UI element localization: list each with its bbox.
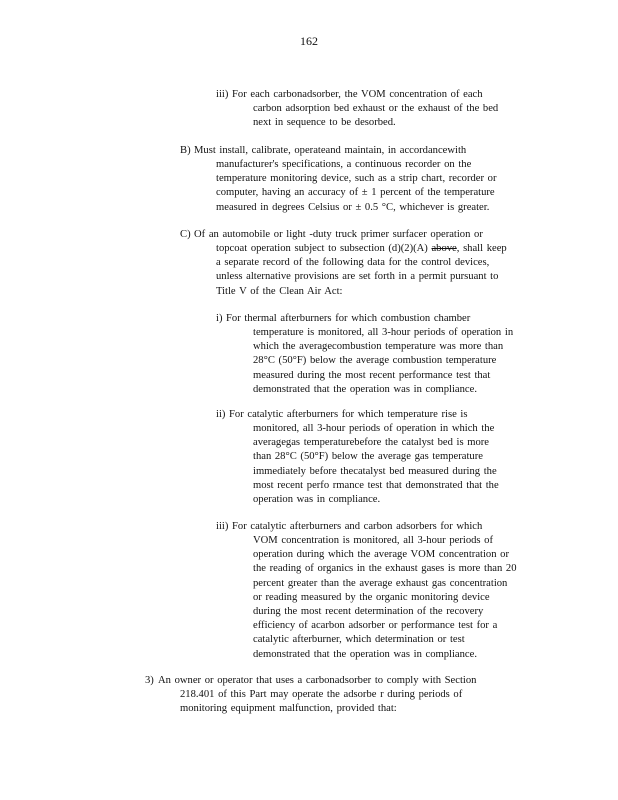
- text-line: Title V of the Clean Air Act:: [216, 285, 343, 297]
- text-line: manufacturer's specifications, a continuous recorder on the: [216, 159, 472, 170]
- paragraph-text: [216, 242, 530, 299]
- list-marker: B): [180, 145, 191, 156]
- text-line: VOM concentration is monitored, all 3-hour periods of: [253, 535, 494, 546]
- paragraph-text: [232, 88, 520, 102]
- paragraph-text: [253, 326, 542, 397]
- text-line: temperature is monitored, all 3-hour periods of operation in: [253, 327, 514, 338]
- text-line: unless alternative provisions are set forth in a permit pursuant to: [216, 271, 499, 283]
- text-line: a separate record of the following data for the control devices,: [216, 257, 490, 269]
- paragraph-text: [216, 158, 520, 215]
- paragraph-text: [180, 688, 470, 716]
- paragraph-text: [158, 674, 500, 688]
- paragraph-text: [253, 422, 522, 507]
- paragraph-text: [253, 534, 536, 662]
- text-line: measured in degrees Celsius or ± 0.5 °C, whichever is greater.: [216, 201, 490, 213]
- text-run: , shall keep: [456, 243, 507, 254]
- text-line: temperature monitoring device, such as a strip chart, recorder or: [216, 173, 497, 185]
- text-line: Must install, calibrate, operateand maintain, in accordancewith: [194, 145, 467, 156]
- paragraph-text: [194, 228, 530, 242]
- page-number: 162: [300, 34, 318, 48]
- text-line: most recent perfo rmance test that demonstrated that the: [253, 479, 499, 491]
- paragraph-text: [253, 102, 520, 130]
- text-line: monitoring equipment malfunction, provided that:: [180, 703, 397, 715]
- text-line: or reading measured by the organic monitoring device: [253, 591, 490, 603]
- text-line: next in sequence to be desorbed.: [253, 117, 396, 129]
- list-marker: C): [180, 229, 191, 240]
- paragraph-text: [232, 520, 504, 534]
- text-line: For catalytic afterburners and carbon adsorbers for which: [232, 521, 483, 532]
- text-line: 218.401 of this Part may operate the adsorbe r during periods of: [180, 689, 463, 700]
- text-line: An owner or operator that uses a carbonadsorber to comply with Section: [158, 675, 477, 686]
- paragraph-text: [229, 408, 522, 422]
- text-line: catalytic afterburner, which determination or test: [253, 634, 465, 646]
- text-line: computer, having an accuracy of ± 1 percent of the temperature: [216, 187, 495, 199]
- text-line: during the most recent determination of the recovery: [253, 606, 484, 618]
- text-line: monitored, all 3-hour periods of operation in which the: [253, 423, 495, 434]
- text-line: For each carbonadsorber, the VOM concentration of each: [232, 89, 483, 100]
- text-line: carbon adsorption bed exhaust or the exhaust of the bed: [253, 103, 499, 114]
- list-marker: iii): [216, 89, 229, 100]
- text-line: For thermal afterburners for which combustion chamber: [226, 313, 471, 324]
- text-line: averagegas temperaturebefore the catalyst bed is more: [253, 437, 490, 449]
- text-line: demonstrated that the operation was in compliance.: [253, 383, 477, 395]
- text-line: percent greater than the average exhaust gas concentration: [253, 577, 508, 589]
- list-marker: i): [216, 313, 223, 324]
- list-marker: ii): [216, 409, 226, 420]
- text-line: the reading of organics in the exhaust gases is more than 20: [253, 563, 517, 575]
- paragraph-text: [226, 312, 542, 326]
- text-line: demonstrated that the operation was in compliance.: [253, 648, 477, 660]
- text-line: which the averagecombustion temperature was more than: [253, 341, 504, 353]
- text-line: measured during the most recent performance test that: [253, 369, 491, 381]
- list-marker: iii): [216, 521, 229, 532]
- text-line: immediately before thecatalyst bed measured during the: [253, 465, 497, 477]
- text-line: 28°C (50°F) below the average combustion temperature: [253, 355, 497, 367]
- paragraph-text: [194, 144, 520, 158]
- list-marker: 3): [145, 675, 154, 686]
- text-run: topcoat operation subject to subsection (d)(2)(A): [216, 243, 428, 254]
- text-line: [216, 242, 530, 256]
- text-line: Of an automobile or light -duty truck primer surfacer operation or: [194, 229, 483, 240]
- struck-text: above: [431, 243, 457, 254]
- text-line: efficiency of acarbon adsorber or performance test for a: [253, 620, 498, 632]
- text-line: For catalytic afterburners for which temperature rise is: [229, 409, 468, 420]
- text-line: operation was in compliance.: [253, 494, 381, 506]
- text-line: operation during which the average VOM concentration or: [253, 549, 509, 561]
- text-line: than 28°C (50°F) below the average gas temperature: [253, 451, 483, 463]
